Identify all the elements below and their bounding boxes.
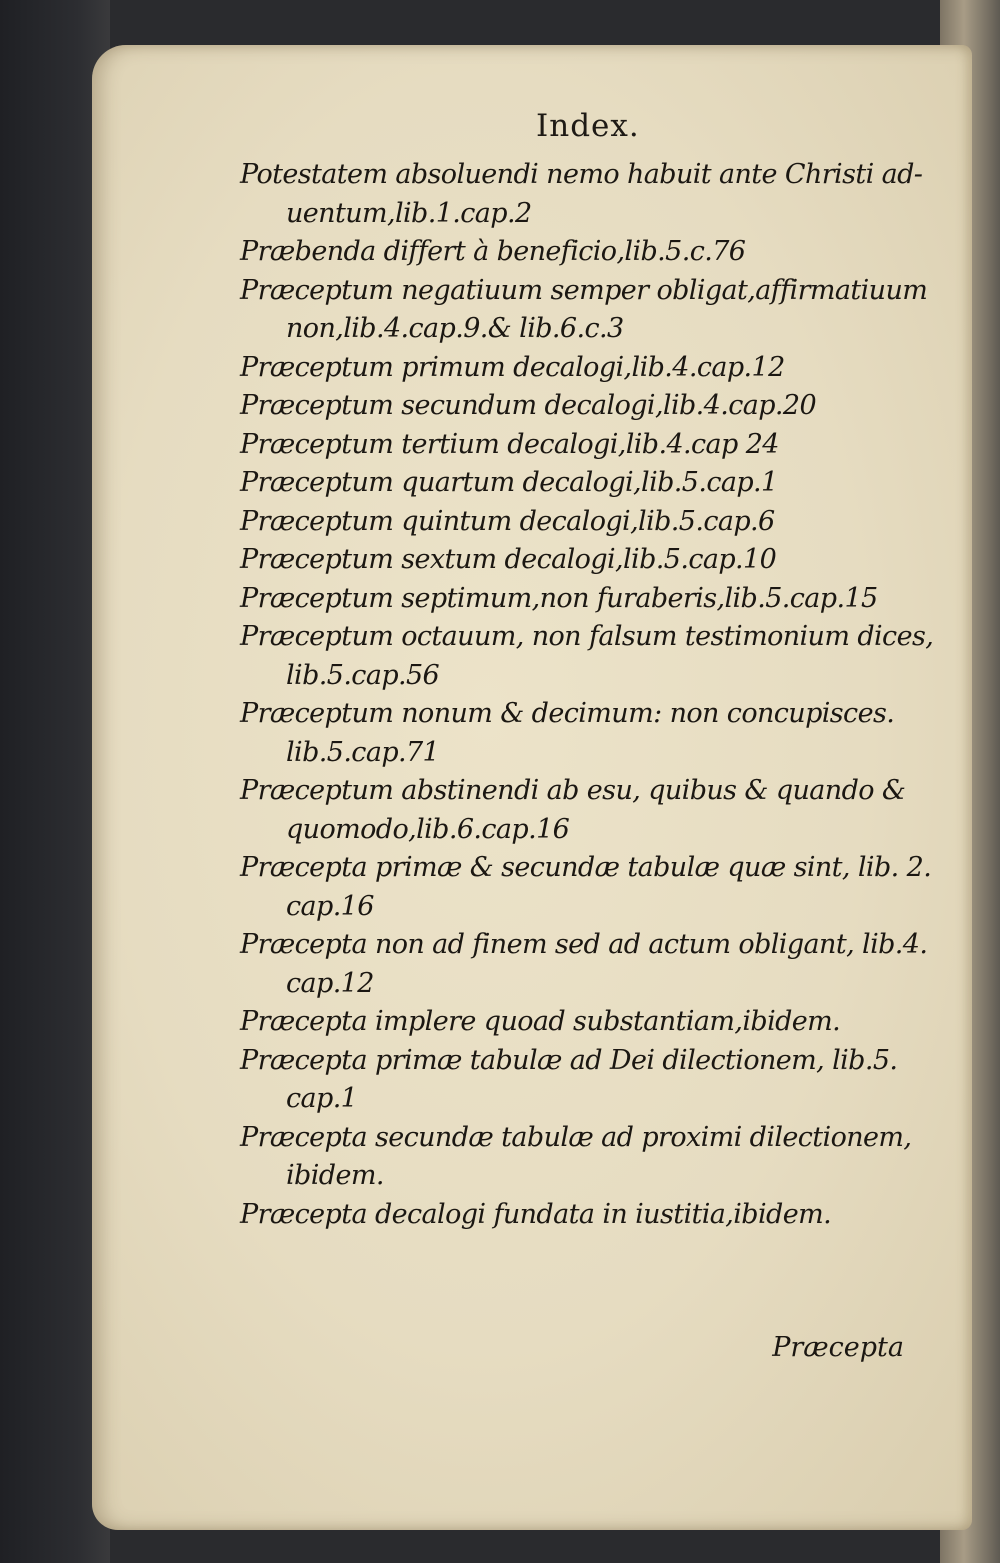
index-entry	[240, 233, 940, 272]
index-entry-line: Præcepta primæ & secundæ tabulæ quæ sint, lib. 2.	[240, 852, 932, 883]
index-entry	[240, 272, 940, 349]
index-entry	[240, 156, 940, 233]
index-entry-continuation: ibidem.	[286, 1160, 384, 1191]
catchword: Præcepta	[772, 1332, 904, 1363]
index-entry-line: Præcepta secundæ tabulæ ad proximi dilectionem,	[240, 1121, 912, 1153]
index-entry	[240, 541, 940, 580]
index-entry-line: Præceptum abstinendi ab esu, quibus & quando &	[240, 775, 906, 806]
index-entry	[240, 695, 940, 772]
index-entry	[240, 464, 940, 503]
index-entry	[240, 503, 940, 542]
index-entry-continuation: uentum,lib.1.cap.2	[286, 197, 532, 229]
index-entry-line: Præceptum negatiuum semper obligat,affirmatiuum	[240, 274, 928, 306]
index-list	[240, 156, 940, 1234]
index-entry-continuation: cap.12	[286, 967, 374, 999]
index-entry-line: Præceptum nonum & decimum: non concupisces.	[240, 698, 895, 729]
index-entry-line: Præcepta implere quoad substantiam,ibidem.	[240, 1006, 841, 1037]
index-entry-continuation: cap.16	[286, 890, 374, 922]
index-entry-line: Præceptum quintum decalogi,lib.5.cap.6	[240, 505, 775, 537]
index-entry	[240, 426, 940, 465]
index-entry-line: Præceptum septimum,non furaberis,lib.5.cap.15	[240, 582, 878, 614]
index-entry-line: Præceptum secundum decalogi,lib.4.cap.20	[240, 390, 817, 421]
index-entry-line: Præceptum sextum decalogi,lib.5.cap.10	[240, 544, 777, 575]
index-entry-continuation: non,lib.4.cap.9.& lib.6.c.3	[286, 313, 624, 344]
index-entry	[240, 772, 940, 849]
index-entry	[240, 1003, 940, 1042]
index-entry-line: Præbenda differt à beneficio,lib.5.c.76	[240, 236, 746, 267]
index-entry	[240, 618, 940, 695]
index-entry-line: Præceptum tertium decalogi,lib.4.cap 24	[240, 428, 779, 460]
index-entry-continuation: lib.5.cap.56	[286, 659, 440, 691]
index-entry	[240, 926, 940, 1003]
index-entry	[240, 1119, 940, 1196]
index-entry	[240, 349, 940, 388]
index-entry-line: Potestatem absoluendi nemo habuit ante Christi ad-	[240, 159, 923, 190]
index-entry	[240, 387, 940, 426]
index-entry-line: Præcepta primæ tabulæ ad Dei dilectionem, lib.5.	[240, 1044, 898, 1076]
index-entry-line: Præceptum primum decalogi,lib.4.cap.12	[240, 351, 785, 383]
index-entry-line: Præceptum octauum, non falsum testimonium dices,	[240, 621, 934, 652]
index-entry-continuation: cap.1	[286, 1083, 358, 1114]
index-entry-line: Præceptum quartum decalogi,lib.5.cap.1	[240, 467, 778, 498]
index-entry-continuation: lib.5.cap.71	[286, 736, 440, 768]
page-header: Index.	[536, 108, 640, 144]
index-entry	[240, 849, 940, 926]
index-entry-continuation: quomodo,lib.6.cap.16	[286, 813, 570, 845]
index-entry	[240, 1042, 940, 1119]
index-entry	[240, 1196, 940, 1235]
index-entry-line: Præcepta non ad finem sed ad actum obligant, lib.4.	[240, 929, 928, 960]
index-entry	[240, 580, 940, 619]
index-entry-line: Præcepta decalogi fundata in iustitia,ibidem.	[240, 1198, 832, 1230]
